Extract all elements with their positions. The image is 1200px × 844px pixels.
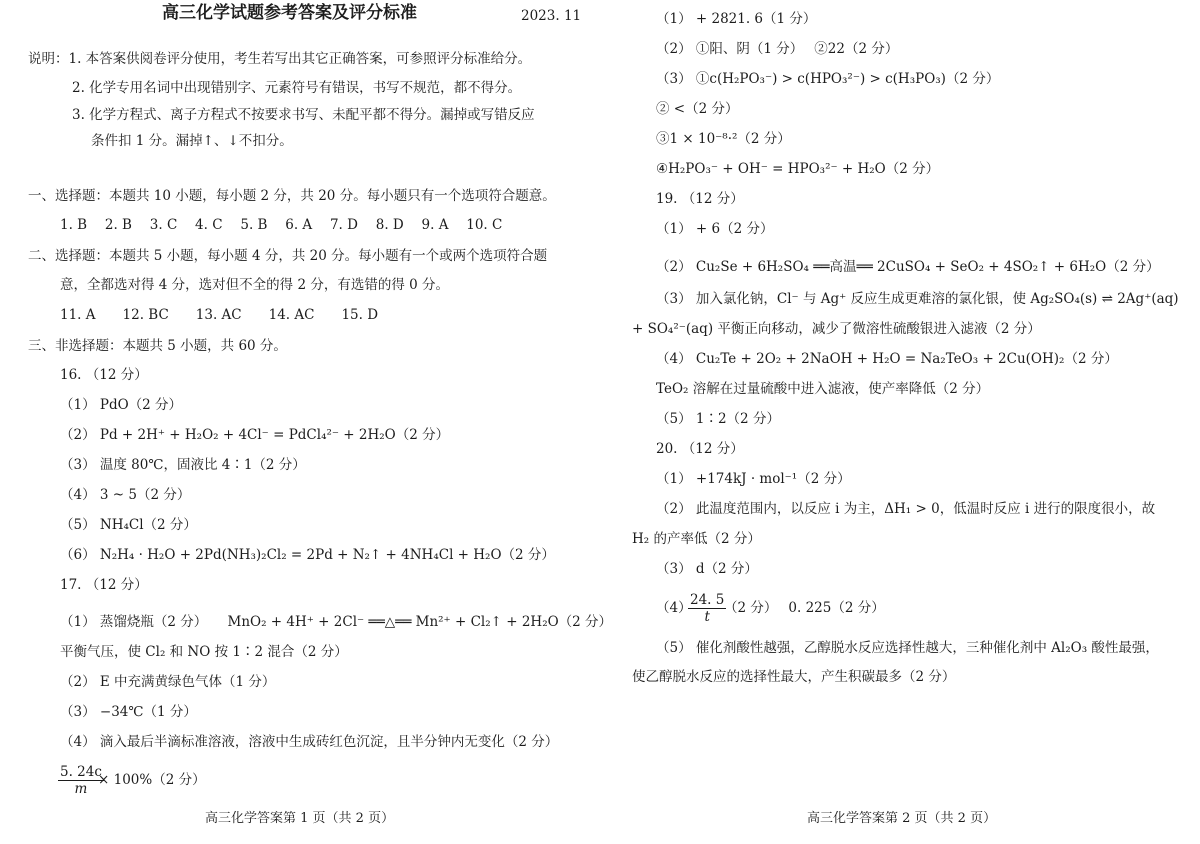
q18-answer-3c: ③1 × 10⁻⁸·²（2 分）	[656, 131, 791, 147]
section2-header-cont: 意，全都选对得 4 分，选对但不全的得 2 分，有选错的得 0 分。	[60, 277, 450, 293]
exam-date: 2023. 11	[521, 8, 582, 24]
section3-header: 三、非选择题：本题共 5 小题，共 60 分。	[28, 338, 287, 354]
q16-title: 16. （12 分）	[60, 367, 148, 383]
page-footer-1: 高三化学答案第 1 页（共 2 页）	[205, 811, 395, 826]
page-title: 高三化学试题参考答案及评分标准	[162, 3, 417, 23]
q20-answer-4-fraction	[688, 592, 726, 625]
q16-answer-4: （4） 3 ~ 5（2 分）	[60, 487, 191, 503]
answer-page-2	[600, 0, 1200, 844]
q16-answer-1: （1） PdO（2 分）	[60, 397, 183, 413]
note-2: 2. 化学专用名词中出现错别字、元素符号有错误，书写不规范，都不得分。	[72, 80, 522, 96]
q20-answer-5: （5） 催化剂酸性越强，乙醇脱水反应选择性越大，三种催化剂中 Al₂O₃ 酸性最强，	[656, 640, 1159, 656]
fraction-denominator: m	[74, 781, 88, 797]
q20-answer-4-tail: （2 分） 0. 225（2 分）	[724, 600, 885, 616]
q19-answer-4: （4） Cu₂Te + 2O₂ + 2NaOH + H₂O = Na₂TeO₃ + 2Cu(OH)₂（2 分）	[656, 351, 1118, 367]
q17-answer-2: （2） E 中充满黄绿色气体（1 分）	[60, 674, 276, 690]
q16-answer-3: （3） 温度 80℃，固液比 4∶1（2 分）	[60, 457, 306, 473]
q17-answer-3: （3） −34℃（1 分）	[60, 704, 197, 720]
q20-answer-4-label: （4）	[656, 600, 692, 616]
q19-answer-4b: TeO₂ 溶解在过量硫酸中进入滤液，使产率降低（2 分）	[656, 381, 990, 397]
q17-answer-1b: 平衡气压，使 Cl₂ 和 NO 按 1∶2 混合（2 分）	[60, 644, 348, 660]
q18-answer-1: （1） + 2821. 6（1 分）	[656, 11, 817, 27]
q18-answer-3: （3） ①c(H₂PO₃⁻) > c(HPO₃²⁻) > c(H₃PO₃)（2 分）	[656, 71, 1000, 87]
q19-answer-1: （1） + 6（2 分）	[656, 221, 774, 237]
q20-title: 20. （12 分）	[656, 441, 744, 457]
q18-answer-3d: ④H₂PO₃⁻ + OH⁻ = HPO₃²⁻ + H₂O（2 分）	[656, 161, 940, 177]
q16-answer-6: （6） N₂H₄ · H₂O + 2Pd(NH₃)₂Cl₂ = 2Pd + N₂↑ + 4NH₄Cl + H₂O（2 分）	[60, 547, 555, 563]
note-3-cont: 条件扣 1 分。漏掉↑、↓不扣分。	[91, 133, 293, 149]
note-1: 说明：1. 本答案供阅卷评分使用，考生若写出其它正确答案，可参照评分标准给分。	[28, 51, 532, 67]
q19-answer-5: （5） 1∶2（2 分）	[656, 411, 780, 427]
q19-answer-3: （3） 加入氯化钠，Cl⁻ 与 Ag⁺ 反应生成更难溶的氯化银，使 Ag₂SO₄(s) ⇌ 2Ag⁺(aq)	[656, 291, 1179, 307]
section2-header: 二、选择题：本题共 5 小题，每小题 4 分，共 20 分。每小题有一个或两个选项符合题	[28, 248, 548, 264]
q17-answer-5-tail: × 100%（2 分）	[98, 772, 206, 788]
q20-answer-3: （3） d（2 分）	[656, 561, 758, 577]
fraction-numerator: 24. 5	[690, 592, 725, 608]
q19-answer-2: （2） Cu₂Se + 6H₂SO₄ ══高温══ 2CuSO₄ + SeO₂ + 4SO₂↑ + 6H₂O（2 分）	[656, 259, 1160, 275]
q17-answer-4: （4） 滴入最后半滴标准溶液，溶液中生成砖红色沉淀，且半分钟内无变化（2 分）	[60, 734, 559, 750]
section1-answers: 1. B 2. B 3. C 4. C 5. B 6. A 7. D 8. D 9. A 10. C	[60, 217, 503, 233]
page-footer-2: 高三化学答案第 2 页（共 2 页）	[807, 811, 997, 826]
q18-answer-2: （2） ①阳、阴（1 分） ②22（2 分）	[656, 41, 899, 57]
fraction-denominator: t	[704, 609, 710, 625]
q16-answer-5: （5） NH₄Cl（2 分）	[60, 517, 197, 533]
q16-answer-2: （2） Pd + 2H⁺ + H₂O₂ + 4Cl⁻ = PdCl₄²⁻ + 2H₂O（2 分）	[60, 427, 450, 443]
q20-answer-1: （1） +174kJ · mol⁻¹（2 分）	[656, 471, 851, 487]
q19-title: 19. （12 分）	[656, 191, 744, 207]
q20-answer-2b: H₂ 的产率低（2 分）	[632, 531, 761, 547]
fraction-numerator: 5. 24c	[60, 764, 102, 780]
q17-answer-1: （1） 蒸馏烧瓶（2 分） MnO₂ + 4H⁺ + 2Cl⁻ ══△══ Mn²⁺ + Cl₂↑ + 2H₂O（2 分）	[60, 614, 613, 630]
q20-answer-5b: 使乙醇脱水反应的选择性最大，产生积碳最多（2 分）	[632, 669, 956, 685]
q18-answer-3b: ② <（2 分）	[656, 101, 739, 117]
note-3: 3. 化学方程式、离子方程式不按要求书写、未配平都不得分。漏掉或写错反应	[72, 107, 535, 123]
q19-answer-3b: + SO₄²⁻(aq) 平衡正向移动，减少了微溶性硫酸银进入滤液（2 分）	[632, 321, 1041, 337]
section2-answers: 11. A 12. BC 13. AC 14. AC 15. D	[60, 307, 379, 323]
section1-header: 一、选择题：本题共 10 小题，每小题 2 分，共 20 分。每小题只有一个选项符合题意。	[28, 188, 556, 204]
q20-answer-2: （2） 此温度范围内，以反应 ⅰ 为主，ΔH₁ > 0，低温时反应 ⅰ 进行的限度很小，故	[656, 501, 1156, 517]
q17-title: 17. （12 分）	[60, 577, 148, 593]
